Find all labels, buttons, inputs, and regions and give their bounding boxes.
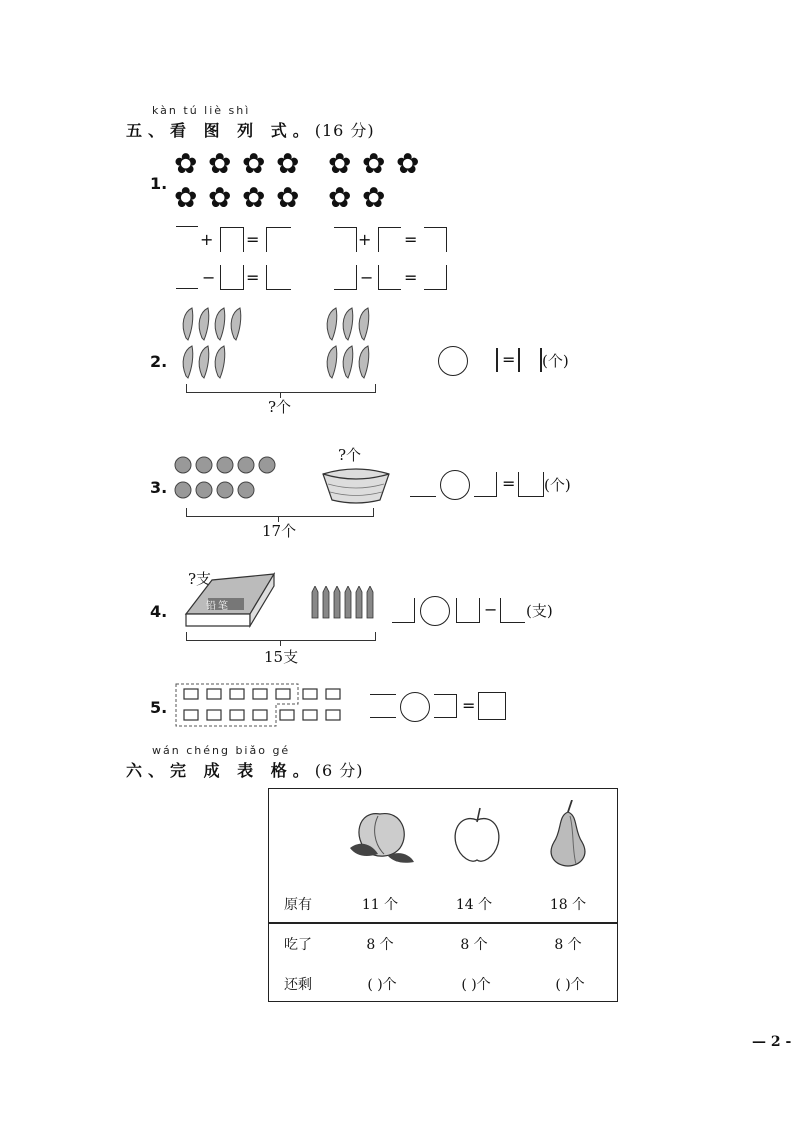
pencil-icon bbox=[345, 586, 351, 618]
table-cell: 8 个 bbox=[366, 937, 394, 953]
apple-icon bbox=[259, 457, 275, 473]
row-label-remaining: 还剩 bbox=[284, 977, 312, 993]
answer-slot[interactable] bbox=[334, 265, 357, 290]
feather-icon bbox=[199, 346, 209, 378]
answer-slot[interactable] bbox=[266, 227, 291, 252]
square-icon bbox=[326, 710, 340, 720]
apple-icon bbox=[238, 482, 254, 498]
section5-title bbox=[126, 118, 375, 141]
flower-icon: ✿ bbox=[174, 147, 198, 180]
answer-blank[interactable] bbox=[176, 288, 198, 289]
equals-sign: = bbox=[404, 268, 418, 287]
pencil-icon bbox=[312, 586, 318, 618]
pencil-icon bbox=[323, 586, 329, 618]
plus-sign: + bbox=[358, 230, 372, 249]
apple-icon bbox=[175, 482, 191, 498]
square-icon bbox=[230, 689, 244, 699]
flower-icon: ✿ bbox=[328, 147, 352, 180]
square-icon bbox=[207, 689, 221, 699]
apple-icon bbox=[238, 457, 254, 473]
flower-icon: ✿ bbox=[242, 181, 266, 214]
square-icon bbox=[253, 710, 267, 720]
feather-icon bbox=[215, 346, 225, 378]
square-icon bbox=[184, 710, 198, 720]
table-cell: 11 个 bbox=[361, 897, 399, 913]
table-cell: 8 个 bbox=[460, 937, 488, 953]
minus-sign: − bbox=[360, 268, 374, 287]
flower-icon: ✿ bbox=[276, 181, 300, 214]
answer-blank[interactable] bbox=[410, 496, 436, 497]
pencil-icon bbox=[367, 586, 373, 618]
q3-brace-label: 17个 bbox=[262, 522, 297, 540]
pencil-box-icon bbox=[182, 570, 278, 632]
square-icon bbox=[276, 689, 290, 699]
peach-icon bbox=[344, 804, 418, 864]
apple-icon bbox=[196, 482, 212, 498]
row-label-original: 原有 bbox=[284, 897, 312, 913]
answer-blank[interactable] bbox=[370, 694, 396, 718]
answer-cell[interactable]: ( )个 bbox=[367, 977, 397, 993]
answer-slot[interactable] bbox=[424, 265, 447, 290]
feather-icon bbox=[359, 346, 369, 378]
basket-icon bbox=[320, 464, 392, 506]
equals-sign: = bbox=[502, 474, 516, 493]
feather-icon bbox=[359, 308, 369, 340]
equals-sign: = bbox=[246, 268, 260, 287]
answer-slot[interactable] bbox=[518, 472, 544, 497]
answer-cell[interactable]: ( )个 bbox=[555, 977, 585, 993]
q3-basket-label: ?个 bbox=[338, 446, 362, 464]
q5-number: 5. bbox=[150, 698, 168, 717]
minus-sign: − bbox=[484, 600, 498, 619]
q4-box-label: ?支 bbox=[188, 570, 212, 588]
flower-icon: ✿ bbox=[208, 181, 232, 214]
section6-title-text: 六、完 成 表 格。 bbox=[126, 761, 315, 780]
minus-sign: − bbox=[202, 268, 216, 287]
apple-icon bbox=[217, 457, 233, 473]
flower-icon: ✿ bbox=[208, 147, 232, 180]
flower-icon: ✿ bbox=[396, 147, 420, 180]
answer-blank[interactable] bbox=[176, 226, 198, 227]
table-cell: 8 个 bbox=[554, 937, 582, 953]
section5-pinyin: kàn tú liè shì bbox=[152, 104, 251, 117]
feather-icon bbox=[343, 346, 353, 378]
square-icon bbox=[253, 689, 267, 699]
apple-icon bbox=[217, 482, 233, 498]
section6-pinyin: wán chéng biǎo gé bbox=[152, 744, 291, 757]
apple-icon bbox=[196, 457, 212, 473]
operator-circle[interactable] bbox=[440, 470, 470, 500]
feather-icon bbox=[327, 308, 337, 340]
feather-icon bbox=[199, 308, 209, 340]
pear-icon bbox=[544, 800, 592, 868]
q5-squares-illustration bbox=[174, 682, 350, 728]
answer-slot[interactable] bbox=[456, 598, 480, 623]
q2-feathers-illustration bbox=[176, 306, 386, 386]
square-icon bbox=[184, 689, 198, 699]
section5-score: (16 分) bbox=[314, 121, 375, 140]
square-icon bbox=[303, 689, 317, 699]
operator-circle[interactable] bbox=[400, 692, 430, 722]
feather-icon bbox=[231, 308, 241, 340]
square-icon bbox=[326, 689, 340, 699]
table-cell: 14 个 bbox=[455, 897, 493, 913]
equals-sign: = bbox=[246, 230, 260, 249]
operator-circle[interactable] bbox=[420, 596, 450, 626]
answer-slot[interactable] bbox=[392, 598, 415, 623]
answer-slot[interactable] bbox=[500, 598, 525, 623]
feather-icon bbox=[183, 308, 193, 340]
apple-icon bbox=[175, 457, 191, 473]
q3-number: 3. bbox=[150, 478, 168, 497]
square-icon bbox=[207, 710, 221, 720]
q2-unit: (个) bbox=[542, 352, 569, 370]
row-label-eaten: 吃了 bbox=[284, 937, 312, 953]
plus-sign: + bbox=[200, 230, 214, 249]
flower-icon: ✿ bbox=[362, 147, 386, 180]
q3-unit: (个) bbox=[544, 476, 571, 494]
answer-cell[interactable]: ( )个 bbox=[461, 977, 491, 993]
q2-number: 2. bbox=[150, 352, 168, 371]
section6-title bbox=[126, 758, 363, 781]
answer-slot[interactable] bbox=[378, 265, 401, 290]
square-icon bbox=[303, 710, 317, 720]
page-number: — 2 - bbox=[752, 1034, 792, 1050]
answer-slot[interactable] bbox=[266, 265, 291, 290]
equals-sign: = bbox=[502, 350, 516, 369]
pencil-box-text: 铅笔 bbox=[206, 601, 230, 612]
flower-icon: ✿ bbox=[174, 181, 198, 214]
flower-icon: ✿ bbox=[362, 181, 386, 214]
square-icon bbox=[230, 710, 244, 720]
q2-brace-label: ?个 bbox=[268, 398, 292, 416]
feather-icon bbox=[343, 308, 353, 340]
q4-pencils-illustration bbox=[310, 586, 382, 620]
answer-slot[interactable] bbox=[334, 227, 357, 252]
pencil-icon bbox=[356, 586, 362, 618]
table-cell: 18 个 bbox=[549, 897, 587, 913]
pencil-icon bbox=[334, 586, 340, 618]
apple-icon bbox=[448, 806, 506, 866]
q3-brace bbox=[186, 508, 374, 517]
section6-score: (6 分) bbox=[314, 761, 364, 780]
q3-apples-illustration bbox=[172, 454, 282, 502]
flower-icon: ✿ bbox=[242, 147, 266, 180]
q4-number: 4. bbox=[150, 602, 168, 621]
feather-icon bbox=[327, 346, 337, 378]
q1-number: 1. bbox=[150, 174, 168, 193]
answer-bar bbox=[518, 348, 520, 372]
flower-icon: ✿ bbox=[328, 181, 352, 214]
operator-circle[interactable] bbox=[438, 346, 468, 376]
feather-icon bbox=[183, 346, 193, 378]
q4-unit: (支) bbox=[526, 602, 553, 620]
answer-bar bbox=[496, 348, 498, 372]
table-divider bbox=[268, 922, 618, 924]
q4-brace-label: 15支 bbox=[264, 648, 299, 666]
equals-sign: = bbox=[462, 696, 476, 715]
answer-slot[interactable] bbox=[424, 227, 447, 252]
section5-title-text: 五、看 图 列 式。 bbox=[126, 121, 315, 140]
square-icon bbox=[280, 710, 294, 720]
answer-slot[interactable] bbox=[378, 227, 401, 252]
answer-slot[interactable] bbox=[220, 227, 244, 252]
answer-slot[interactable] bbox=[434, 694, 457, 718]
answer-slot[interactable] bbox=[220, 265, 244, 290]
equals-sign: = bbox=[404, 230, 418, 249]
flower-icon: ✿ bbox=[276, 147, 300, 180]
answer-box[interactable] bbox=[478, 692, 506, 720]
answer-slot[interactable] bbox=[474, 472, 497, 497]
feather-icon bbox=[215, 308, 225, 340]
